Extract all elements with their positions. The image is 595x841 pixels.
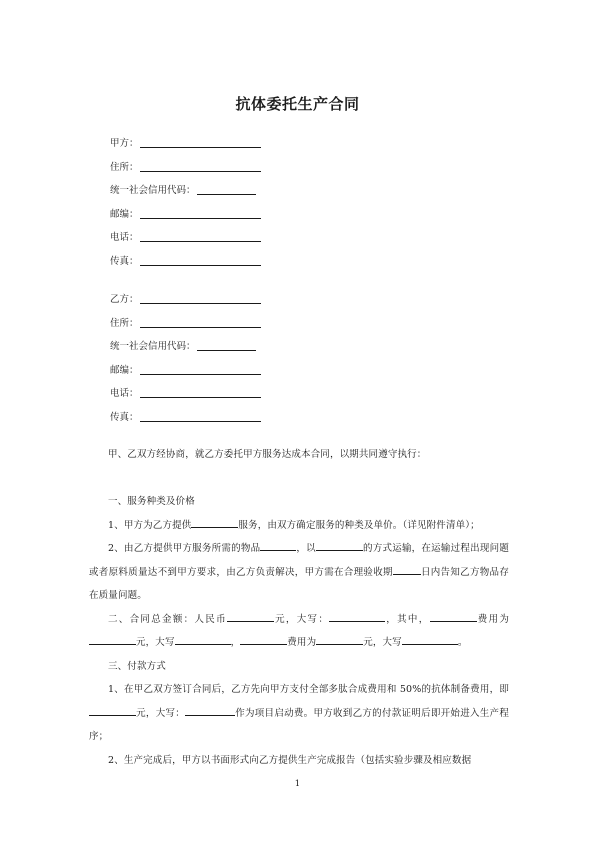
party-b-fax-row: [110, 410, 370, 434]
total-amount-blank: [227, 610, 274, 622]
section-3-item-1: [89, 678, 509, 749]
party-a-credit-code-label: 统一社会信用代码：: [110, 185, 196, 196]
section-1-item-2: [89, 537, 509, 608]
section-1-item-1: [89, 514, 509, 538]
section-3-heading: 三、付款方式: [108, 660, 166, 672]
section-2-total-amount: [89, 608, 509, 655]
page-number: 1: [294, 779, 301, 789]
section-2-part-d: 费用为: [476, 613, 509, 625]
party-b-postcode-row: [110, 363, 370, 387]
party-a-info: [110, 136, 370, 277]
section-1-item-1-part-a: 1、甲方为乙方提供: [108, 519, 192, 531]
section-2-part-g: 费用为: [287, 637, 317, 648]
party-a-phone-row: [110, 230, 370, 254]
section-1-item-2-part-a: 2、由乙方提供甲方服务所需的物品: [108, 543, 261, 554]
section-2-part-e: 元，大写: [136, 637, 175, 648]
party-b-postcode-blank: [140, 363, 261, 375]
party-b-postcode-label: 邮编：: [110, 364, 139, 376]
contract-title: 抗体委托生产合同: [235, 95, 360, 113]
inspection-days-blank: [393, 563, 421, 575]
fee-item-2-blank: [240, 633, 287, 645]
section-3-item-2: 2、生产完成后，甲方以书面形式向乙方提供生产完成报告（包括实验步骤及相应数据: [108, 754, 472, 766]
materials-blank: [260, 539, 296, 551]
intro-paragraph: 甲、乙双方经协商，就乙方委托甲方服务达成本合同，以期共同遵守执行：: [108, 449, 427, 460]
startup-fee-blank: [89, 704, 136, 716]
party-a-phone-blank: [140, 230, 261, 242]
party-b-address-row: [110, 316, 370, 340]
section-2-part-h: 元，大写: [363, 637, 402, 648]
section-1-heading: 一、服务种类及价格: [108, 496, 195, 507]
party-b-credit-code-label: 统一社会信用代码：: [110, 341, 196, 352]
party-a-postcode-blank: [140, 207, 261, 219]
section-2-part-i: 。: [457, 637, 468, 648]
section-2-part-c: ，其中，: [385, 613, 430, 625]
section-1-item-1-part-b: 服务，由双方确定服务的种类及单价。（详见附件清单）；: [238, 519, 480, 531]
fee-item-2-words-blank: [402, 633, 458, 645]
party-b-info: [110, 292, 370, 433]
party-a-credit-code-row: [110, 183, 370, 207]
party-a-label: 甲方：: [110, 138, 139, 149]
section-2-part-b: 元，大写：: [273, 613, 330, 625]
fee-item-1-words-blank: [175, 633, 231, 645]
party-b-address-label: 住所：: [110, 317, 139, 329]
spacer: [89, 467, 509, 491]
party-a-credit-code-blank: [197, 183, 256, 195]
party-a-phone-label: 电话：: [110, 232, 139, 243]
party-b-phone-blank: [140, 386, 261, 398]
section-3-item-1-part-b: 元，大写：: [136, 707, 186, 719]
startup-fee-words-blank: [185, 704, 235, 716]
party-a-address-row: [110, 160, 370, 184]
party-b-address-blank: [140, 316, 261, 328]
party-a-name-blank: [140, 136, 261, 148]
party-a-fax-blank: [140, 254, 261, 266]
section-3-item-1-part-a: 1、在甲乙双方签订合同后，乙方先向甲方支付全部多肽合成费用和 50%的抗体制备费用，即: [108, 684, 509, 695]
party-b-fax-blank: [140, 410, 261, 422]
party-b-credit-code-row: [110, 339, 370, 363]
party-a-postcode-label: 邮编：: [110, 208, 139, 220]
party-a-fax-label: 传真：: [110, 255, 139, 267]
section-2-part-a: 二、合同总金额：人民币: [108, 613, 227, 625]
section-2-part-f: ，: [230, 637, 241, 648]
section-1-item-2-part-c: 的方式运输，在运输过程出现问题或者原料质量达不到甲方要求，由乙方负责解决，甲方需在合理验收期: [89, 543, 509, 578]
section-1-item-2-part-b: ，以: [296, 543, 316, 554]
total-amount-words-blank: [329, 610, 385, 622]
section-3-item-1-part-c: 作为项目启动费。甲方收到乙方的付款证明后即开始进入生产程序；: [89, 707, 509, 742]
transport-method-blank: [316, 539, 363, 551]
party-b-name-row: [110, 292, 370, 316]
fee-item-2-amount-blank: [316, 633, 363, 645]
party-a-fax-row: [110, 254, 370, 278]
party-b-name-blank: [140, 292, 261, 304]
party-a-address-blank: [140, 160, 261, 172]
fee-item-1-blank: [430, 610, 477, 622]
party-a-name-row: [110, 136, 370, 160]
section-1-item-2-part-d: 日内告知乙方物品存在质量问题。: [89, 566, 509, 601]
party-a-postcode-row: [110, 207, 370, 231]
service-blank: [191, 516, 238, 528]
contract-body: [89, 443, 509, 772]
party-b-phone-label: 电话：: [110, 388, 139, 399]
party-b-label: 乙方：: [110, 294, 139, 305]
party-b-phone-row: [110, 386, 370, 410]
fee-item-1-amount-blank: [89, 633, 136, 645]
party-b-fax-label: 传真：: [110, 411, 139, 423]
party-b-credit-code-blank: [197, 339, 256, 351]
party-a-address-label: 住所：: [110, 161, 139, 173]
